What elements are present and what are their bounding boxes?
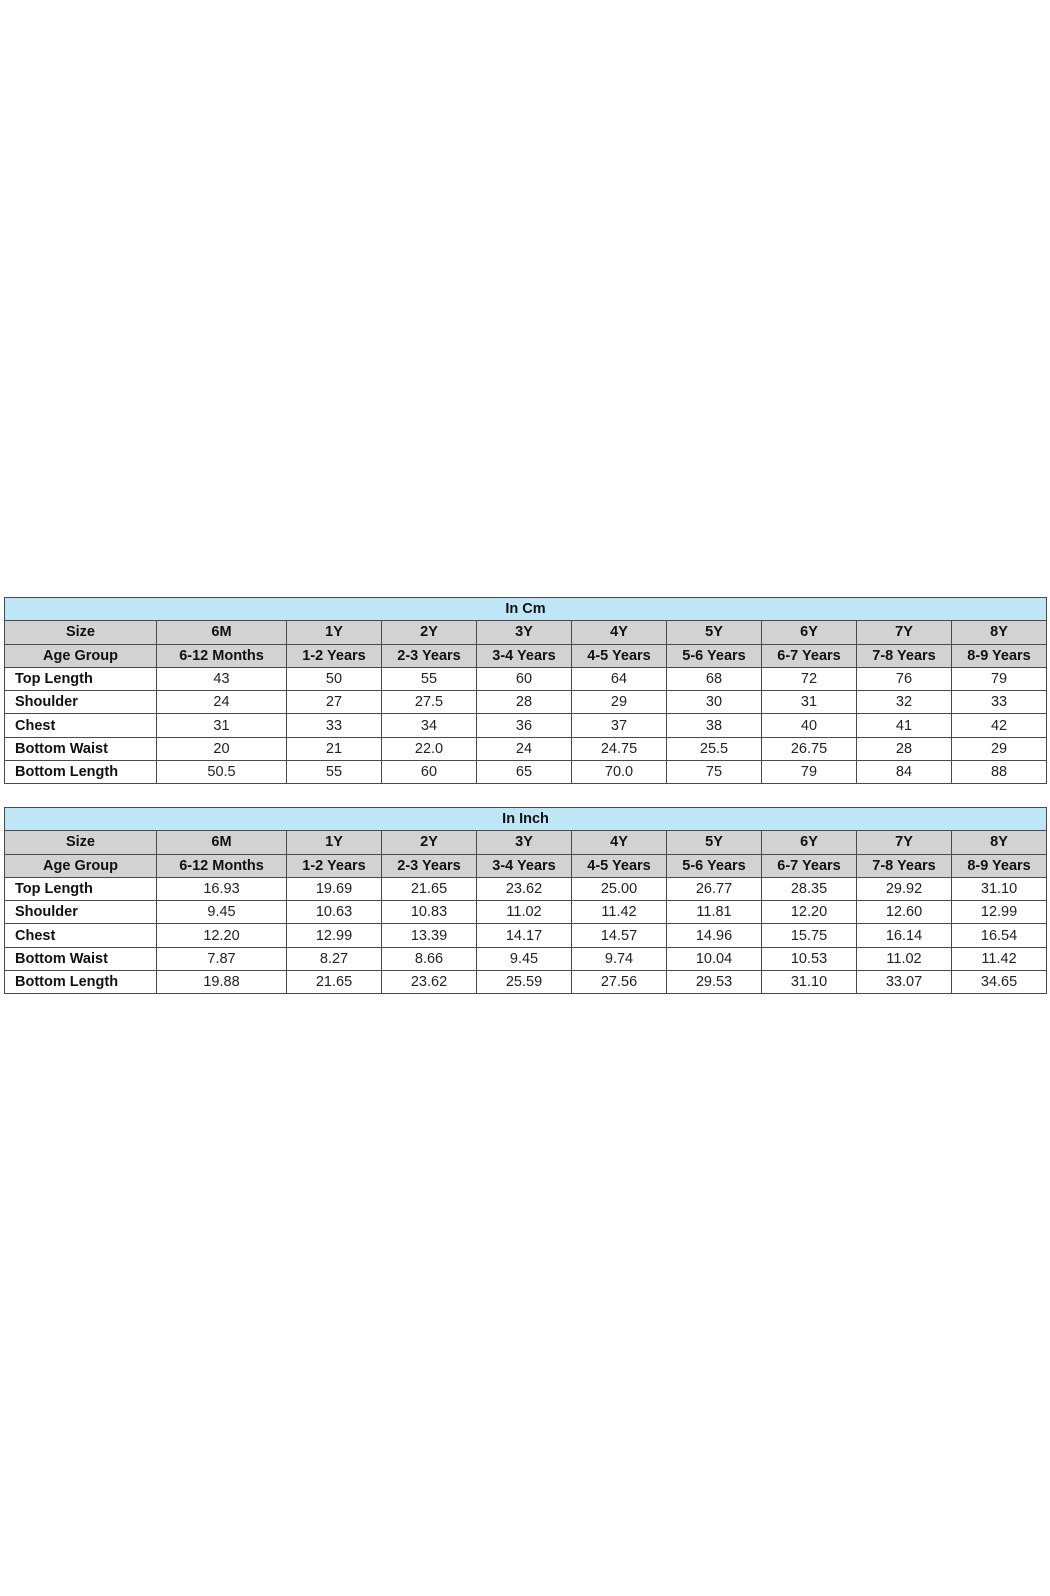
- size-chart-inch-table: [4, 807, 1047, 994]
- measurement-value: 20: [157, 737, 287, 760]
- measurement-value: 25.59: [477, 971, 572, 994]
- measurement-value: 14.96: [667, 924, 762, 947]
- age-group-header-row: [5, 854, 1047, 877]
- measurement-value: 55: [287, 761, 382, 784]
- measurement-value: 8.27: [287, 947, 382, 970]
- age-group-header-cell: 5-6 Years: [667, 854, 762, 877]
- measurement-value: 12.20: [157, 924, 287, 947]
- measurement-value: 15.75: [762, 924, 857, 947]
- measurement-value: 31: [762, 691, 857, 714]
- size-header-cell: 3Y: [477, 831, 572, 854]
- measurement-value: 9.45: [477, 947, 572, 970]
- measurement-value: 10.83: [382, 901, 477, 924]
- measurement-value: 40: [762, 714, 857, 737]
- measurement-value: 14.57: [572, 924, 667, 947]
- measurement-value: 28: [857, 737, 952, 760]
- measurement-value: 21: [287, 737, 382, 760]
- size-header-cell: 1Y: [287, 831, 382, 854]
- age-group-header-cell: 7-8 Years: [857, 854, 952, 877]
- measurement-label: Bottom Length: [5, 761, 157, 784]
- age-group-header-cell: 6-12 Months: [157, 854, 287, 877]
- measurement-value: 24: [477, 737, 572, 760]
- measurement-value: 12.20: [762, 901, 857, 924]
- size-header-cell: 1Y: [287, 621, 382, 644]
- measurement-value: 34.65: [952, 971, 1047, 994]
- table-title: In Inch: [5, 808, 1047, 831]
- measurement-value: 68: [667, 667, 762, 690]
- size-header-cell: 2Y: [382, 621, 477, 644]
- measurement-label: Top Length: [5, 877, 157, 900]
- measurement-value: 19.69: [287, 877, 382, 900]
- size-header-row: [5, 831, 1047, 854]
- measurement-value: 10.53: [762, 947, 857, 970]
- measurement-value: 33: [287, 714, 382, 737]
- measurement-row: [5, 714, 1047, 737]
- measurement-value: 28: [477, 691, 572, 714]
- size-header-cell: 7Y: [857, 831, 952, 854]
- measurement-value: 31.10: [952, 877, 1047, 900]
- measurement-value: 31.10: [762, 971, 857, 994]
- measurement-row: [5, 877, 1047, 900]
- measurement-value: 79: [762, 761, 857, 784]
- measurement-value: 7.87: [157, 947, 287, 970]
- size-header-cell: 4Y: [572, 831, 667, 854]
- measurement-rows: [5, 877, 1047, 993]
- measurement-value: 12.60: [857, 901, 952, 924]
- measurement-value: 31: [157, 714, 287, 737]
- measurement-value: 33: [952, 691, 1047, 714]
- measurement-value: 60: [477, 667, 572, 690]
- measurement-value: 27.56: [572, 971, 667, 994]
- size-header-cell: 6Y: [762, 621, 857, 644]
- measurement-value: 12.99: [287, 924, 382, 947]
- measurement-value: 42: [952, 714, 1047, 737]
- measurement-value: 23.62: [382, 971, 477, 994]
- measurement-label: Top Length: [5, 667, 157, 690]
- measurement-value: 32: [857, 691, 952, 714]
- measurement-value: 60: [382, 761, 477, 784]
- measurement-value: 55: [382, 667, 477, 690]
- measurement-value: 10.04: [667, 947, 762, 970]
- age-group-header-cell: 4-5 Years: [572, 854, 667, 877]
- measurement-row: [5, 761, 1047, 784]
- measurement-value: 11.42: [952, 947, 1047, 970]
- measurement-value: 11.02: [477, 901, 572, 924]
- size-header-cell: 5Y: [667, 621, 762, 644]
- measurement-value: 14.17: [477, 924, 572, 947]
- measurement-value: 29: [952, 737, 1047, 760]
- measurement-value: 72: [762, 667, 857, 690]
- measurement-value: 8.66: [382, 947, 477, 970]
- measurement-row: [5, 667, 1047, 690]
- size-header-cell: 6M: [157, 831, 287, 854]
- measurement-value: 76: [857, 667, 952, 690]
- measurement-value: 65: [477, 761, 572, 784]
- measurement-value: 43: [157, 667, 287, 690]
- age-group-header-label: Age Group: [5, 644, 157, 667]
- measurement-row: [5, 901, 1047, 924]
- table-title: In Cm: [5, 598, 1047, 621]
- measurement-value: 19.88: [157, 971, 287, 994]
- size-header-cell: 3Y: [477, 621, 572, 644]
- size-header-cell: 8Y: [952, 621, 1047, 644]
- measurement-value: 34: [382, 714, 477, 737]
- age-group-header-cell: 6-7 Years: [762, 644, 857, 667]
- measurement-value: 24.75: [572, 737, 667, 760]
- measurement-value: 11.81: [667, 901, 762, 924]
- measurement-value: 64: [572, 667, 667, 690]
- age-group-header-row: [5, 644, 1047, 667]
- size-header-cell: 6Y: [762, 831, 857, 854]
- measurement-value: 25.5: [667, 737, 762, 760]
- measurement-label: Bottom Waist: [5, 947, 157, 970]
- measurement-label: Bottom Length: [5, 971, 157, 994]
- measurement-value: 9.45: [157, 901, 287, 924]
- measurement-value: 38: [667, 714, 762, 737]
- age-group-header-label: Age Group: [5, 854, 157, 877]
- measurement-label: Chest: [5, 714, 157, 737]
- measurement-value: 21.65: [382, 877, 477, 900]
- size-chart-cm-table: [4, 597, 1047, 784]
- measurement-value: 26.75: [762, 737, 857, 760]
- measurement-value: 84: [857, 761, 952, 784]
- size-header-cell: 7Y: [857, 621, 952, 644]
- measurement-value: 33.07: [857, 971, 952, 994]
- measurement-value: 11.42: [572, 901, 667, 924]
- measurement-value: 24: [157, 691, 287, 714]
- measurement-value: 10.63: [287, 901, 382, 924]
- measurement-value: 37: [572, 714, 667, 737]
- measurement-value: 25.00: [572, 877, 667, 900]
- size-header-label: Size: [5, 831, 157, 854]
- measurement-label: Chest: [5, 924, 157, 947]
- measurement-value: 50: [287, 667, 382, 690]
- size-header-row: [5, 621, 1047, 644]
- age-group-header-cell: 2-3 Years: [382, 854, 477, 877]
- size-header-cell: 5Y: [667, 831, 762, 854]
- measurement-label: Bottom Waist: [5, 737, 157, 760]
- measurement-value: 29.53: [667, 971, 762, 994]
- measurement-value: 50.5: [157, 761, 287, 784]
- measurement-value: 16.93: [157, 877, 287, 900]
- measurement-value: 11.02: [857, 947, 952, 970]
- measurement-rows: [5, 667, 1047, 783]
- measurement-row: [5, 691, 1047, 714]
- measurement-label: Shoulder: [5, 901, 157, 924]
- measurement-value: 41: [857, 714, 952, 737]
- measurement-value: 70.0: [572, 761, 667, 784]
- age-group-header-cell: 7-8 Years: [857, 644, 952, 667]
- measurement-row: [5, 924, 1047, 947]
- size-header-cell: 8Y: [952, 831, 1047, 854]
- age-group-header-cell: 6-12 Months: [157, 644, 287, 667]
- measurement-value: 26.77: [667, 877, 762, 900]
- measurement-value: 16.54: [952, 924, 1047, 947]
- measurement-value: 22.0: [382, 737, 477, 760]
- age-group-header-cell: 5-6 Years: [667, 644, 762, 667]
- measurement-row: [5, 971, 1047, 994]
- measurement-value: 29: [572, 691, 667, 714]
- age-group-header-cell: 3-4 Years: [477, 644, 572, 667]
- measurement-value: 27: [287, 691, 382, 714]
- age-group-header-cell: 3-4 Years: [477, 854, 572, 877]
- measurement-row: [5, 947, 1047, 970]
- measurement-value: 13.39: [382, 924, 477, 947]
- measurement-value: 21.65: [287, 971, 382, 994]
- size-header-cell: 2Y: [382, 831, 477, 854]
- age-group-header-cell: 8-9 Years: [952, 854, 1047, 877]
- measurement-value: 30: [667, 691, 762, 714]
- measurement-label: Shoulder: [5, 691, 157, 714]
- age-group-header-cell: 4-5 Years: [572, 644, 667, 667]
- measurement-row: [5, 737, 1047, 760]
- size-header-cell: 6M: [157, 621, 287, 644]
- measurement-value: 9.74: [572, 947, 667, 970]
- size-header-cell: 4Y: [572, 621, 667, 644]
- measurement-value: 29.92: [857, 877, 952, 900]
- age-group-header-cell: 2-3 Years: [382, 644, 477, 667]
- age-group-header-cell: 6-7 Years: [762, 854, 857, 877]
- measurement-value: 23.62: [477, 877, 572, 900]
- measurement-value: 16.14: [857, 924, 952, 947]
- age-group-header-cell: 1-2 Years: [287, 644, 382, 667]
- age-group-header-cell: 8-9 Years: [952, 644, 1047, 667]
- measurement-value: 12.99: [952, 901, 1047, 924]
- measurement-value: 36: [477, 714, 572, 737]
- measurement-value: 79: [952, 667, 1047, 690]
- age-group-header-cell: 1-2 Years: [287, 854, 382, 877]
- size-header-label: Size: [5, 621, 157, 644]
- measurement-value: 88: [952, 761, 1047, 784]
- measurement-value: 27.5: [382, 691, 477, 714]
- measurement-value: 75: [667, 761, 762, 784]
- measurement-value: 28.35: [762, 877, 857, 900]
